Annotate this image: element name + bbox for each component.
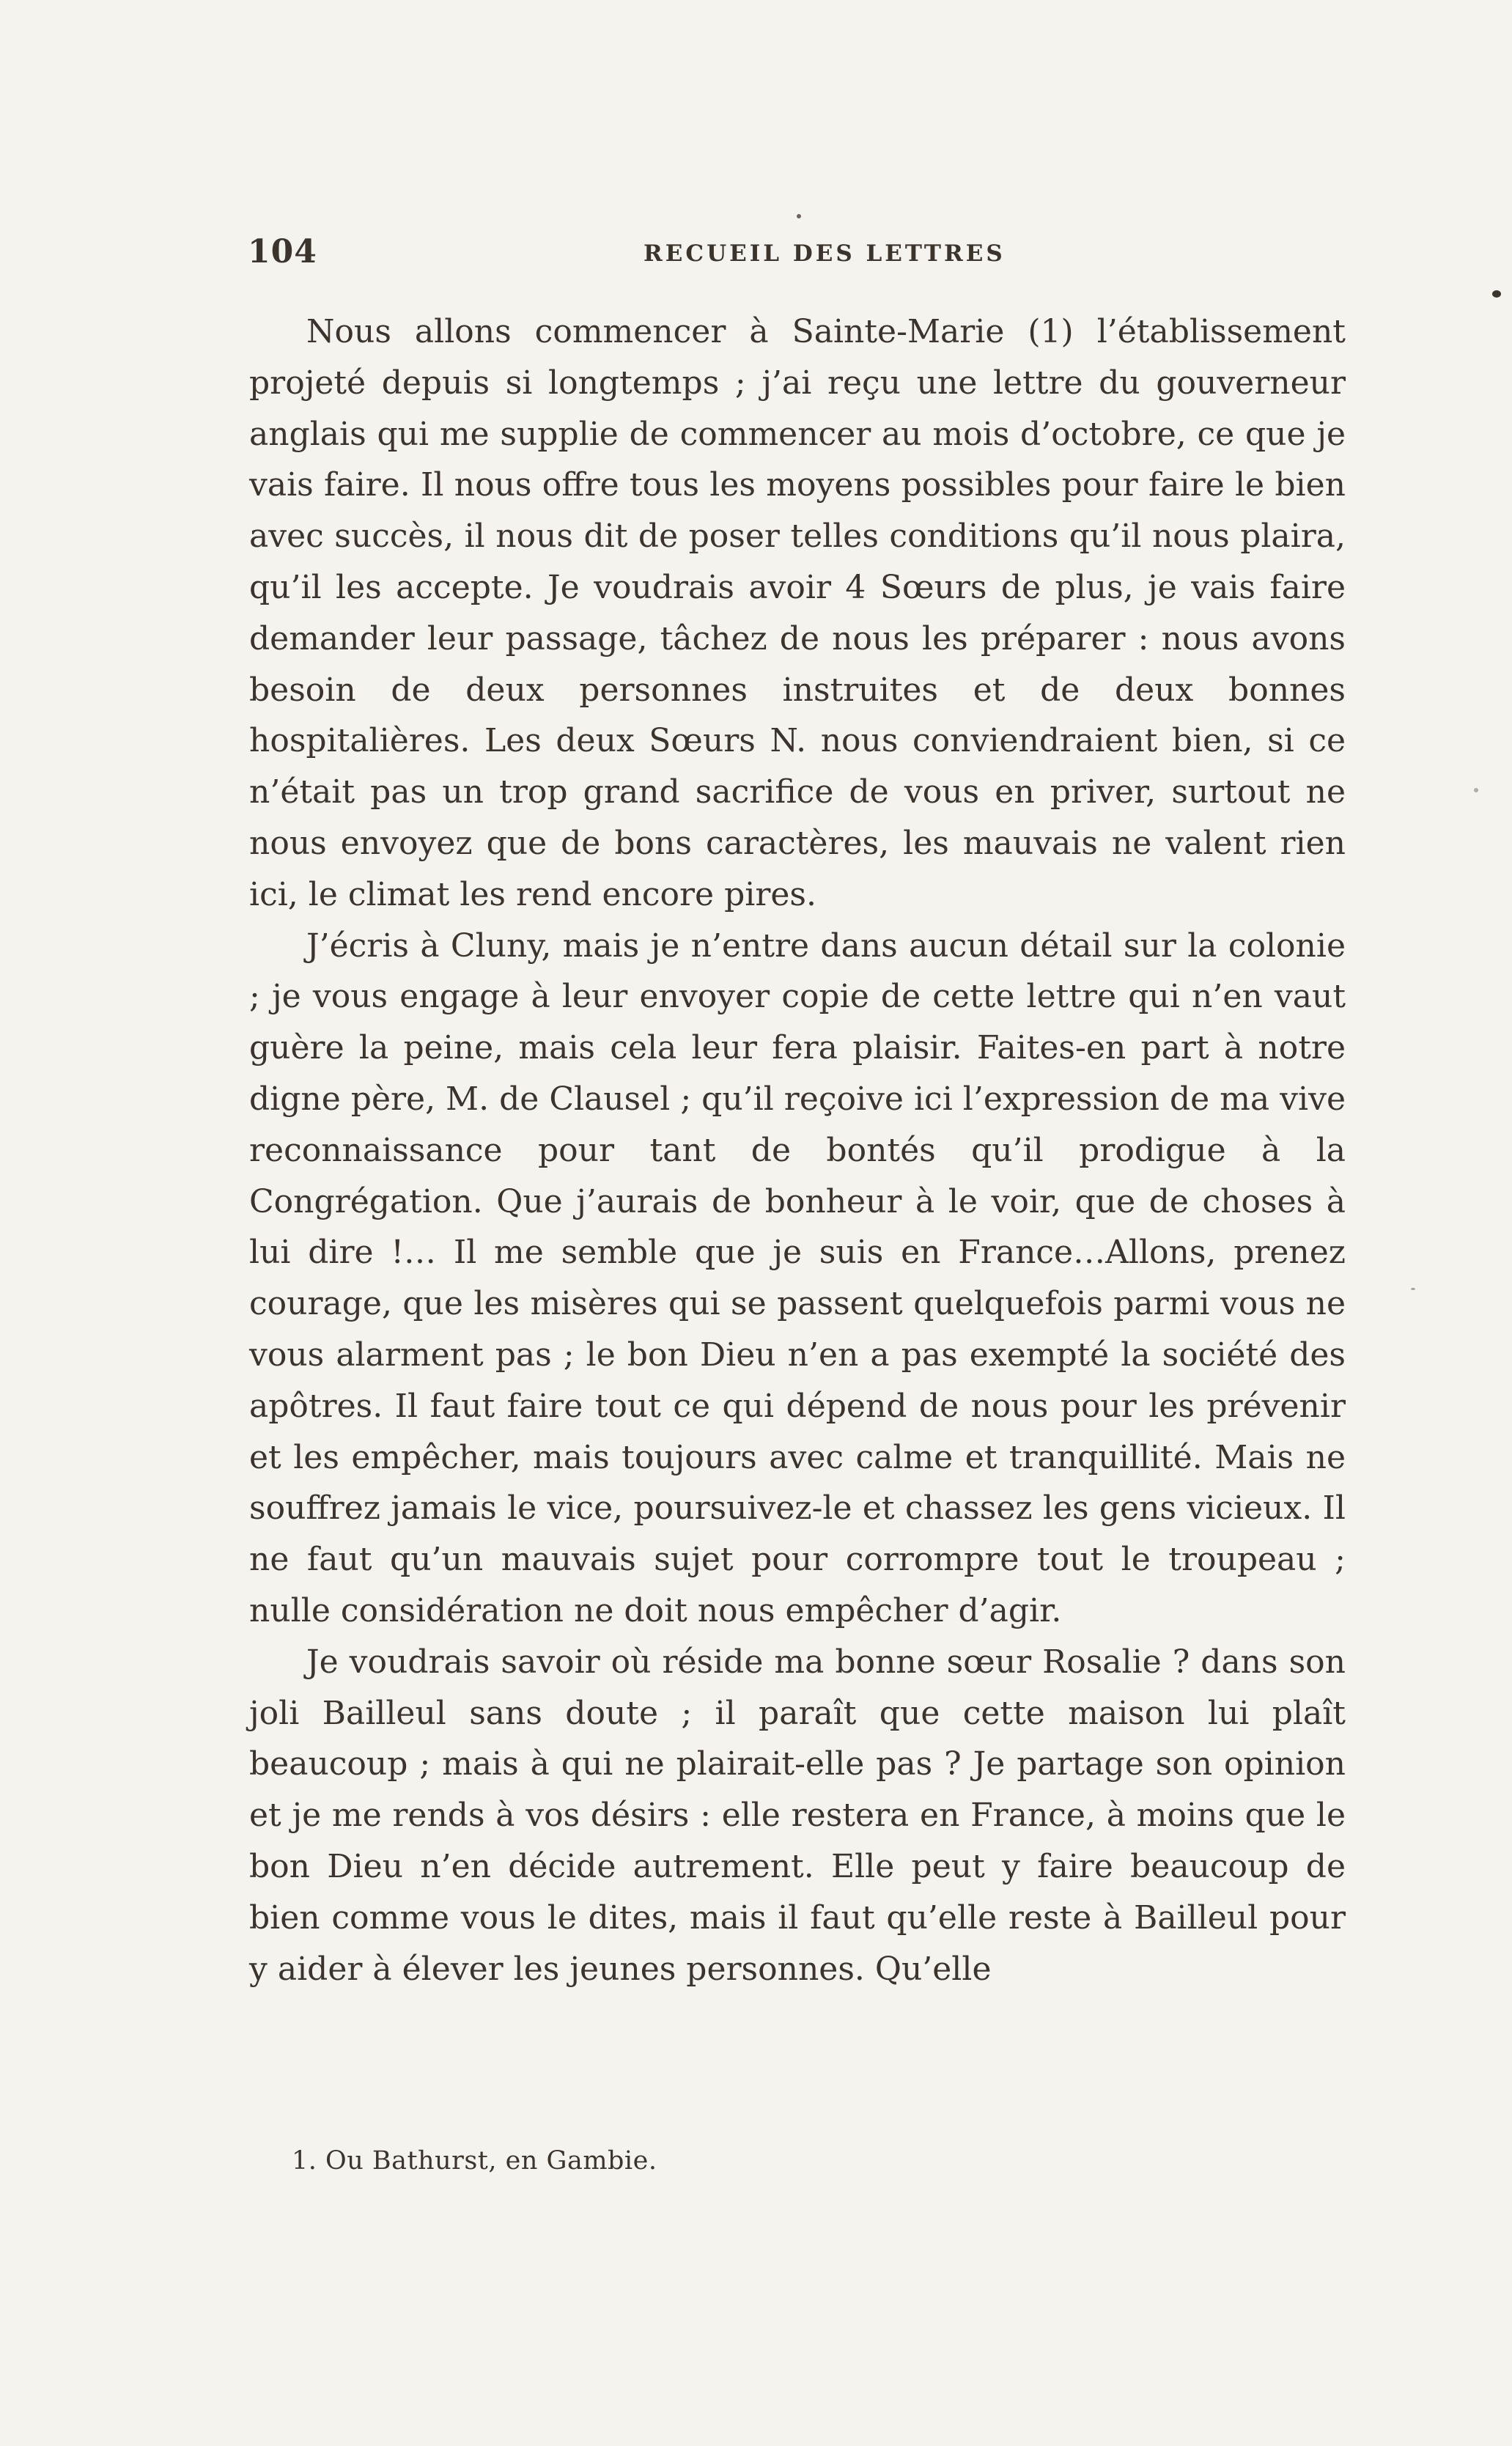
paragraph: Nous allons commencer à Sainte-Marie (1) l’établissement projeté depuis si longtemps ; j’ai reçu une lettre du gouverneur anglais qui me supplie de commencer au mois d’octobre, ce que je vais faire. Il nous offre tous les moyens possibles pour faire le bien avec succès, il nous dit de poser telles conditions qu’il nous plaira, qu’il les accepte. Je voudrais avoir 4 Sœurs de plus, je vais faire demander leur passage, tâchez de nous les préparer : nous avons besoin de deux personnes instruites et de deux bonnes hospitalières. Les deux Sœurs N. nous conviendraient bien, si ce n’était pas un trop grand sacrifice de vous en priver, surtout ne nous envoyez que de bons caractères, les mauvais ne valent rien ici, le climat les rend encore pires. — [249, 313, 1346, 913]
ink-speck — [1492, 290, 1501, 298]
ink-speck — [1474, 788, 1478, 792]
page-number: 104 — [248, 233, 317, 270]
paragraph: J’écris à Cluny, mais je n’entre dans aucun détail sur la colonie ; je vous engage à leur envoyer copie de cette lettre qui n’en vaut guère la peine, mais cela leur fera plaisir. Faites-en part à notre digne père, M. de Clausel ; qu’il reçoive ici l’expression de ma vive reconnaissance pour tant de bontés qu’il prodigue à la Congrégation. Que j’aurais de bonheur à le voir, que de choses à lui dire !… Il me semble que je suis en France…Allons, prenez courage, que les misères qui se passent quelquefois parmi vous ne vous alarment pas ; le bon Dieu n’en a pas exempté la société des apôtres. Il faut faire tout ce qui dépend de nous pour les prévenir et les empêcher, mais toujours avec calme et tranquillité. Mais ne souffrez jamais le vice, poursuivez-le et chassez les gens vicieux. Il ne faut qu’un mauvais sujet pour corrompre tout le troupeau ; nulle considération ne doit nous empêcher d’agir. — [249, 927, 1346, 1629]
page-header — [248, 233, 1347, 277]
running-title: RECUEIL DES LETTRES — [643, 240, 1006, 267]
paragraph: Je voudrais savoir où réside ma bonne sœur Rosalie ? dans son joli Bailleul sans doute ; il paraît que cette maison lui plaît beaucoup ; mais à qui ne plairait-elle pas ? Je partage son opinion et je me rends à vos désirs : elle restera en France, à moins que le bon Dieu n’en décide autrement. Elle peut y faire beaucoup de bien comme vous le dites, mais il faut qu’elle reste à Bailleul pour y aider à élever les jeunes personnes. Qu’elle — [249, 1643, 1346, 1988]
footnote: 1. Ou Bathurst, en Gambie. — [292, 2146, 657, 2176]
body-text — [249, 306, 1346, 1994]
ink-speck — [1411, 1288, 1415, 1290]
ink-speck — [797, 214, 801, 218]
